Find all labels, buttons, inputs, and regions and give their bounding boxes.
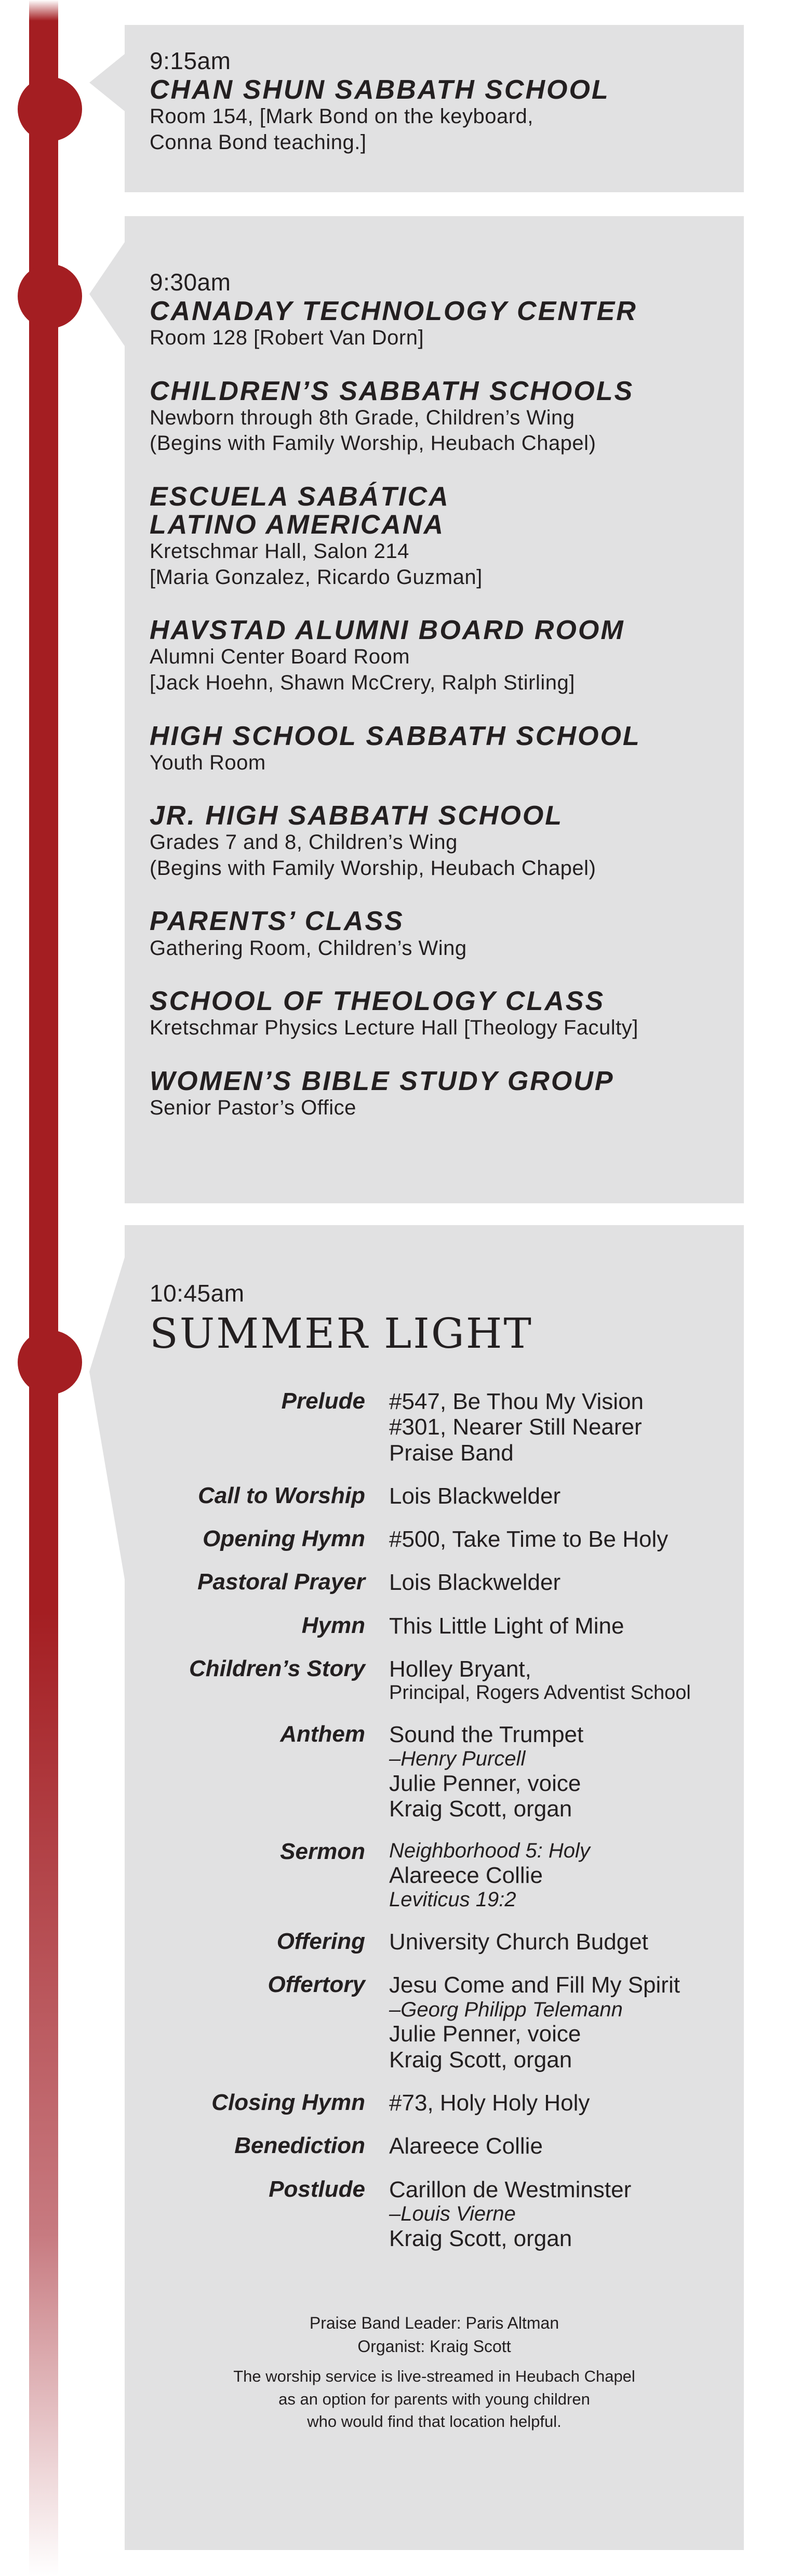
order-label: Benediction [234, 2133, 365, 2159]
location-description: Kretschmar Physics Lecture Hall [Theology Faculty] [150, 1016, 638, 1040]
order-label: Hymn [301, 1612, 365, 1638]
order-row [150, 1570, 744, 1613]
timeline-dot-1045 [18, 1330, 82, 1395]
location-description: Room 128 [Robert Van Dorn] [150, 326, 424, 350]
location-title: SCHOOL OF THEOLOGY CLASS [150, 986, 605, 1017]
order-value-line: Julie Penner, voice [389, 1770, 581, 1796]
order-value [389, 2090, 744, 2133]
order-value [389, 1389, 744, 1483]
order-label: Prelude [281, 1388, 365, 1414]
location-entry [150, 616, 744, 696]
order-value-line: Jesu Come and Fill My Spirit [389, 1972, 680, 1998]
order-value [389, 1656, 744, 1722]
order-row [150, 1526, 744, 1570]
order-label: Anthem [280, 1721, 365, 1747]
order-value [389, 1839, 744, 1929]
order-value-line: Lois Blackwelder [389, 1570, 561, 1596]
location-title: WOMEN’S BIBLE STUDY GROUP [150, 1066, 615, 1096]
location-title: PARENTS’ CLASS [150, 906, 404, 937]
location-title: HIGH SCHOOL SABBATH SCHOOL [150, 721, 641, 751]
location-description: Gathering Room, Children’s Wing [150, 936, 467, 960]
order-value-line: Leviticus 19:2 [389, 1888, 516, 1911]
order-value [389, 1929, 744, 1972]
order-label: Call to Worship [198, 1482, 365, 1508]
order-row [150, 1839, 744, 1929]
order-value-line: –Henry Purcell [389, 1747, 526, 1770]
order-value-line: Kraig Scott, organ [389, 1796, 572, 1822]
organist: Organist: Kraig Scott [357, 2336, 511, 2356]
order-row [150, 1656, 744, 1722]
location-description: Alumni Center Board Room [Jack Hoehn, Shawn McCrery, Ralph Stirling] [150, 645, 575, 694]
service-footer [125, 2312, 744, 2433]
location-title: JR. HIGH SABBATH SCHOOL [150, 801, 564, 831]
location-entry [150, 802, 744, 881]
order-row [150, 1613, 744, 1656]
order-value [389, 1722, 744, 1840]
order-row [150, 2133, 744, 2176]
order-value-line: #547, Be Thou My Vision [389, 1389, 644, 1414]
order-value-line: Alareece Collie [389, 1863, 543, 1889]
location-entry [150, 297, 744, 351]
order-value-line: Carillon de Westminster [389, 2176, 632, 2202]
location-entry [150, 722, 744, 776]
livestream-note: The worship service is live-streamed in Heubach Chapel as an option for parents with young children who would find that location helpful. [233, 2367, 635, 2431]
order-value [389, 1570, 744, 1613]
order-label: Opening Hymn [203, 1526, 365, 1552]
order-label: Closing Hymn [211, 2089, 365, 2115]
order-value-line: Julie Penner, voice [389, 2021, 581, 2047]
location-description: Grades 7 and 8, Children’s Wing (Begins with Family Worship, Heubach Chapel) [150, 831, 596, 880]
order-row [150, 1722, 744, 1840]
location-title: CHAN SHUN SABBATH SCHOOL [150, 75, 610, 105]
location-list [150, 297, 744, 1121]
location-entry [150, 76, 744, 155]
location-description: Senior Pastor’s Office [150, 1096, 356, 1119]
order-label: Children’s Story [189, 1655, 365, 1681]
location-entry [150, 1067, 744, 1121]
order-value-line: Praise Band [389, 1440, 514, 1466]
location-entry [150, 987, 744, 1041]
order-value [389, 1972, 744, 2090]
panel-pointer [89, 1257, 125, 1579]
order-value-line: Sound the Trumpet [389, 1721, 584, 1747]
order-value-line: Alareece Collie [389, 2133, 543, 2159]
time-label: 10:45am [150, 1280, 245, 1307]
schedule-panel-915 [125, 25, 744, 192]
location-title: HAVSTAD ALUMNI BOARD ROOM [150, 615, 625, 646]
order-value-line: Kraig Scott, organ [389, 2047, 572, 2073]
location-entry [150, 377, 744, 457]
order-value [389, 1483, 744, 1526]
schedule-panel-930 [125, 216, 744, 1203]
order-row [150, 1972, 744, 2090]
order-value [389, 2177, 744, 2269]
order-value [389, 1526, 744, 1570]
order-label: Offering [276, 1929, 365, 1955]
order-row [150, 2177, 744, 2269]
timeline-dot-915 [18, 77, 82, 141]
order-value-line: Kraig Scott, organ [389, 2225, 572, 2251]
location-entry [150, 483, 744, 590]
order-value-line: #500, Take Time to Be Holy [389, 1526, 669, 1552]
order-value [389, 1613, 744, 1656]
order-value-line: –Louis Vierne [389, 2202, 516, 2225]
time-label: 9:15am [150, 47, 231, 74]
order-label: Pastoral Prayer [197, 1569, 365, 1595]
order-value-line: #73, Holy Holy Holy [389, 2090, 590, 2116]
service-title: SUMMER LIGHT [150, 1309, 533, 1358]
location-entry [150, 907, 744, 961]
order-row [150, 1389, 744, 1483]
order-value-line: This Little Light of Mine [389, 1613, 624, 1639]
location-description: Room 154, [Mark Bond on the keyboard, Conna Bond teaching.] [150, 105, 533, 154]
order-row [150, 1483, 744, 1526]
time-label: 9:30am [150, 269, 231, 296]
order-value-line: Holley Bryant, [389, 1656, 531, 1682]
order-value-line: University Church Budget [389, 1929, 648, 1955]
order-row [150, 1929, 744, 1972]
location-description: Youth Room [150, 751, 266, 774]
order-value-line: Principal, Rogers Adventist School [389, 1682, 691, 1704]
location-title: CANADAY TECHNOLOGY CENTER [150, 296, 637, 326]
order-value-line: –Georg Philipp Telemann [389, 1998, 623, 2021]
order-label: Sermon [280, 1839, 365, 1865]
order-of-worship [150, 1389, 744, 2269]
order-value-line: Lois Blackwelder [389, 1483, 561, 1509]
location-title: CHILDREN’S SABBATH SCHOOLS [150, 376, 634, 406]
order-value-line: Neighborhood 5: Holy [389, 1839, 590, 1863]
order-value-line: #301, Nearer Still Nearer [389, 1414, 642, 1440]
panel-pointer [89, 54, 125, 111]
timeline-bar [29, 0, 58, 2576]
order-value [389, 2133, 744, 2176]
order-label: Offertory [268, 1972, 365, 1998]
timeline-dot-930 [18, 264, 82, 328]
order-row [150, 2090, 744, 2133]
panel-pointer [89, 242, 125, 346]
service-panel-1045 [125, 1225, 744, 2550]
order-label: Postlude [269, 2176, 365, 2202]
location-description: Kretschmar Hall, Salon 214 [Maria Gonzalez, Ricardo Guzman] [150, 540, 483, 589]
location-title: ESCUELA SABÁTICA LATINO AMERICANA [150, 481, 450, 540]
location-description: Newborn through 8th Grade, Children’s Wing (Begins with Family Worship, Heubach Chapel) [150, 406, 596, 455]
praise-band-leader: Praise Band Leader: Paris Altman [309, 2313, 559, 2332]
